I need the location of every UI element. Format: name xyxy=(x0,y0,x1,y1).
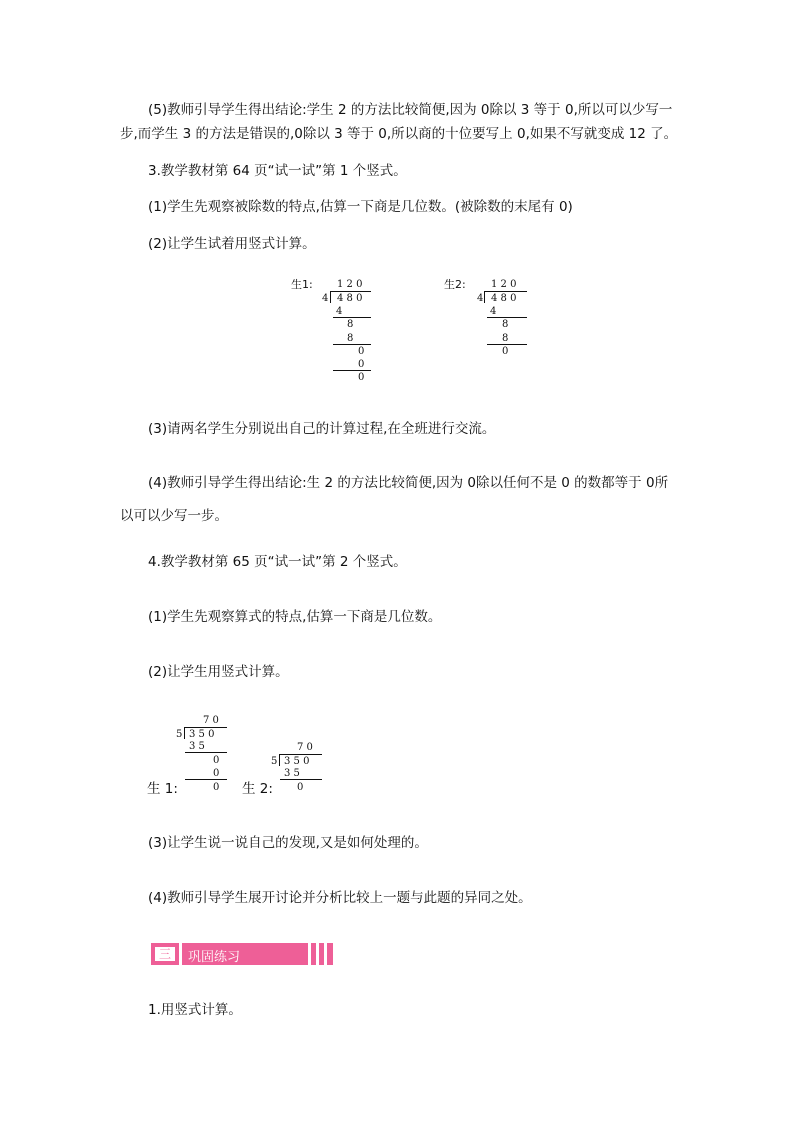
step: 0 xyxy=(502,346,509,357)
bracket-top xyxy=(485,291,527,292)
paragraph-conclusion2-line2: 以可以少写一步。 xyxy=(120,508,228,524)
quotient: 1 2 0 xyxy=(337,279,363,290)
step-line xyxy=(333,370,371,371)
bracket-side xyxy=(279,754,280,766)
student-label: 生 2: xyxy=(242,781,273,797)
student-label: 生1: xyxy=(291,278,313,291)
step: 8 xyxy=(347,319,354,330)
step: 0 xyxy=(358,372,365,383)
step-line xyxy=(333,344,371,345)
section-banner-consolidation xyxy=(151,943,333,965)
paragraph-conclusion-line2: 步,而学生 3 的方法是错误的,0除以 3 等于 0,所以商的十位要写上 0,如果不写就变成 12 了。 xyxy=(120,126,678,142)
quotient: 1 2 0 xyxy=(491,279,517,290)
paragraph-compare: (4)教师引导学生展开讨论并分析比较上一题与此题的异同之处。 xyxy=(148,890,532,906)
step-line xyxy=(487,344,527,345)
paragraph-conclusion-line1: (5)教师引导学生得出结论:学生 2 的方法比较简便,因为 0除以 3 等于 0,所以可以少写一 xyxy=(148,102,673,118)
quotient: 7 0 xyxy=(297,742,313,753)
student-label: 生 1: xyxy=(147,781,178,797)
paragraph-teach-65: 4.教学教材第 65 页“试一试”第 2 个竖式。 xyxy=(148,554,407,570)
section-number-icon: 三 xyxy=(154,946,176,962)
step: 8 xyxy=(347,333,354,344)
dividend: 4 8 0 xyxy=(491,293,517,304)
bracket-top xyxy=(280,754,322,755)
paragraph-exchange: (3)请两名学生分别说出自己的计算过程,在全班进行交流。 xyxy=(148,421,496,437)
step: 0 xyxy=(297,782,304,793)
step: 0 xyxy=(213,782,220,793)
paragraph-teach-64: 3.教学教材第 64 页“试一试”第 1 个竖式。 xyxy=(148,163,407,179)
step: 4 xyxy=(336,306,343,317)
paragraph-try-calc: (2)让学生试着用竖式计算。 xyxy=(148,236,316,252)
step: 8 xyxy=(502,333,509,344)
banner-stripe xyxy=(324,943,327,965)
step: 3 5 xyxy=(189,741,205,752)
step-line xyxy=(333,317,371,318)
student-label: 生2: xyxy=(444,278,466,291)
step: 0 xyxy=(213,755,220,766)
paragraph-use-vertical: (2)让学生用竖式计算。 xyxy=(148,664,289,680)
paragraph-observe-dividend: (1)学生先观察被除数的特点,估算一下商是几位数。(被除数的末尾有 0) xyxy=(148,199,573,215)
divisor: 5 xyxy=(271,756,278,767)
divisor: 4 xyxy=(477,293,484,304)
bracket-top xyxy=(185,727,227,728)
step: 0 xyxy=(213,768,220,779)
step: 4 xyxy=(490,306,497,317)
banner-stripe xyxy=(308,943,311,965)
banner-divider xyxy=(179,943,182,965)
paragraph-exercise-1: 1.用竖式计算。 xyxy=(148,1002,242,1018)
bracket-side xyxy=(330,291,331,303)
step-line xyxy=(185,779,227,780)
bracket-side xyxy=(484,291,485,303)
step-line xyxy=(185,752,227,753)
paragraph-observe-formula: (1)学生先观察算式的特点,估算一下商是几位数。 xyxy=(148,609,442,625)
step: 0 xyxy=(358,359,365,370)
dividend: 4 8 0 xyxy=(337,293,363,304)
quotient: 7 0 xyxy=(203,715,219,726)
bracket-top xyxy=(331,291,371,292)
divisor: 5 xyxy=(176,729,183,740)
section-title: 巩固练习 xyxy=(188,950,241,965)
dividend: 3 5 0 xyxy=(284,756,310,767)
divisor: 4 xyxy=(322,293,329,304)
step: 3 5 xyxy=(284,768,300,779)
step: 8 xyxy=(502,319,509,330)
step-line xyxy=(280,779,322,780)
step: 0 xyxy=(358,346,365,357)
paragraph-conclusion2-line1: (4)教师引导学生得出结论:生 2 的方法比较简便,因为 0除以任何不是 0 的数都等于 0所 xyxy=(148,475,669,491)
bracket-side xyxy=(184,727,185,739)
dividend: 3 5 0 xyxy=(189,729,215,740)
paragraph-findings: (3)让学生说一说自己的发现,又是如何处理的。 xyxy=(148,835,428,851)
step-line xyxy=(487,317,527,318)
banner-stripe xyxy=(316,943,319,965)
